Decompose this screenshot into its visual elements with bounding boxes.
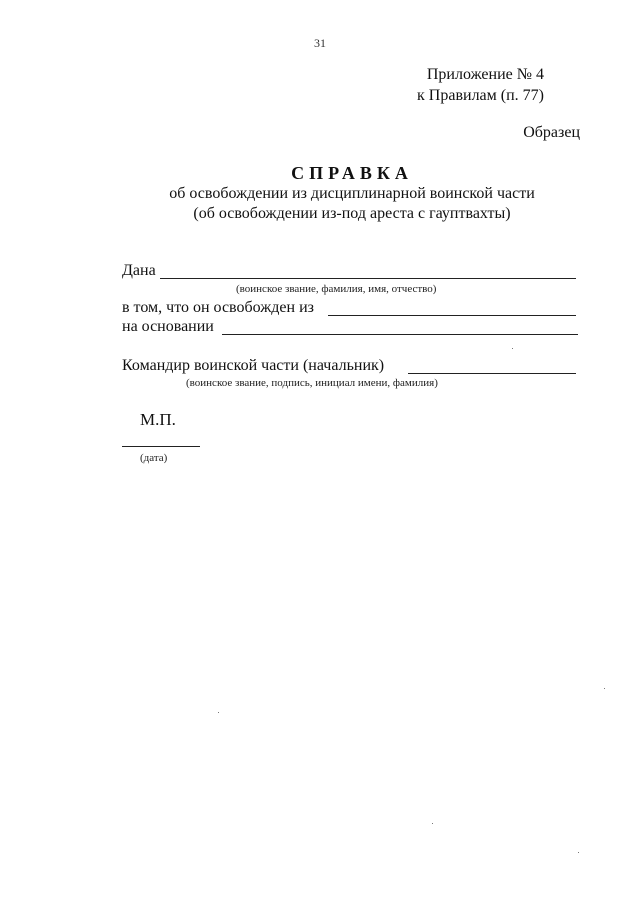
issued-to-hint: (воинское звание, фамилия, имя, отчество)	[236, 283, 437, 295]
date-line[interactable]	[122, 446, 200, 447]
released-from-line[interactable]	[328, 315, 576, 316]
scan-speck	[512, 348, 513, 349]
date-hint: (дата)	[140, 452, 168, 464]
scan-speck	[432, 823, 433, 824]
released-from-label: в том, что он освобожден из	[122, 299, 314, 316]
document-subtitle	[0, 184, 640, 224]
commander-label: Командир воинской части (начальник)	[122, 357, 385, 374]
sample-label: Образец	[523, 124, 580, 141]
scan-speck	[578, 852, 579, 853]
document-title: СПРАВКА	[291, 163, 413, 183]
issued-to-line[interactable]	[160, 278, 576, 279]
appendix-number: Приложение № 4	[426, 66, 544, 83]
issued-to-label: Дана	[122, 262, 156, 279]
subtitle-line-1: об освобождении из дисциплинарной воинской части	[169, 185, 535, 202]
scan-speck	[604, 688, 605, 689]
page-number: 31	[314, 36, 326, 50]
commander-hint: (воинское звание, подпись, инициал имени, фамилия)	[186, 377, 438, 389]
appendix-rules-ref: к Правилам (п. 77)	[417, 87, 544, 104]
basis-line[interactable]	[222, 334, 578, 335]
basis-label: на основании	[122, 318, 214, 335]
scan-speck	[218, 712, 219, 713]
commander-signature-line[interactable]	[408, 373, 576, 374]
seal-label: М.П.	[140, 410, 176, 429]
appendix-reference	[417, 64, 544, 106]
subtitle-line-2: (об освобождении из-под ареста с гауптвахты)	[193, 205, 511, 222]
